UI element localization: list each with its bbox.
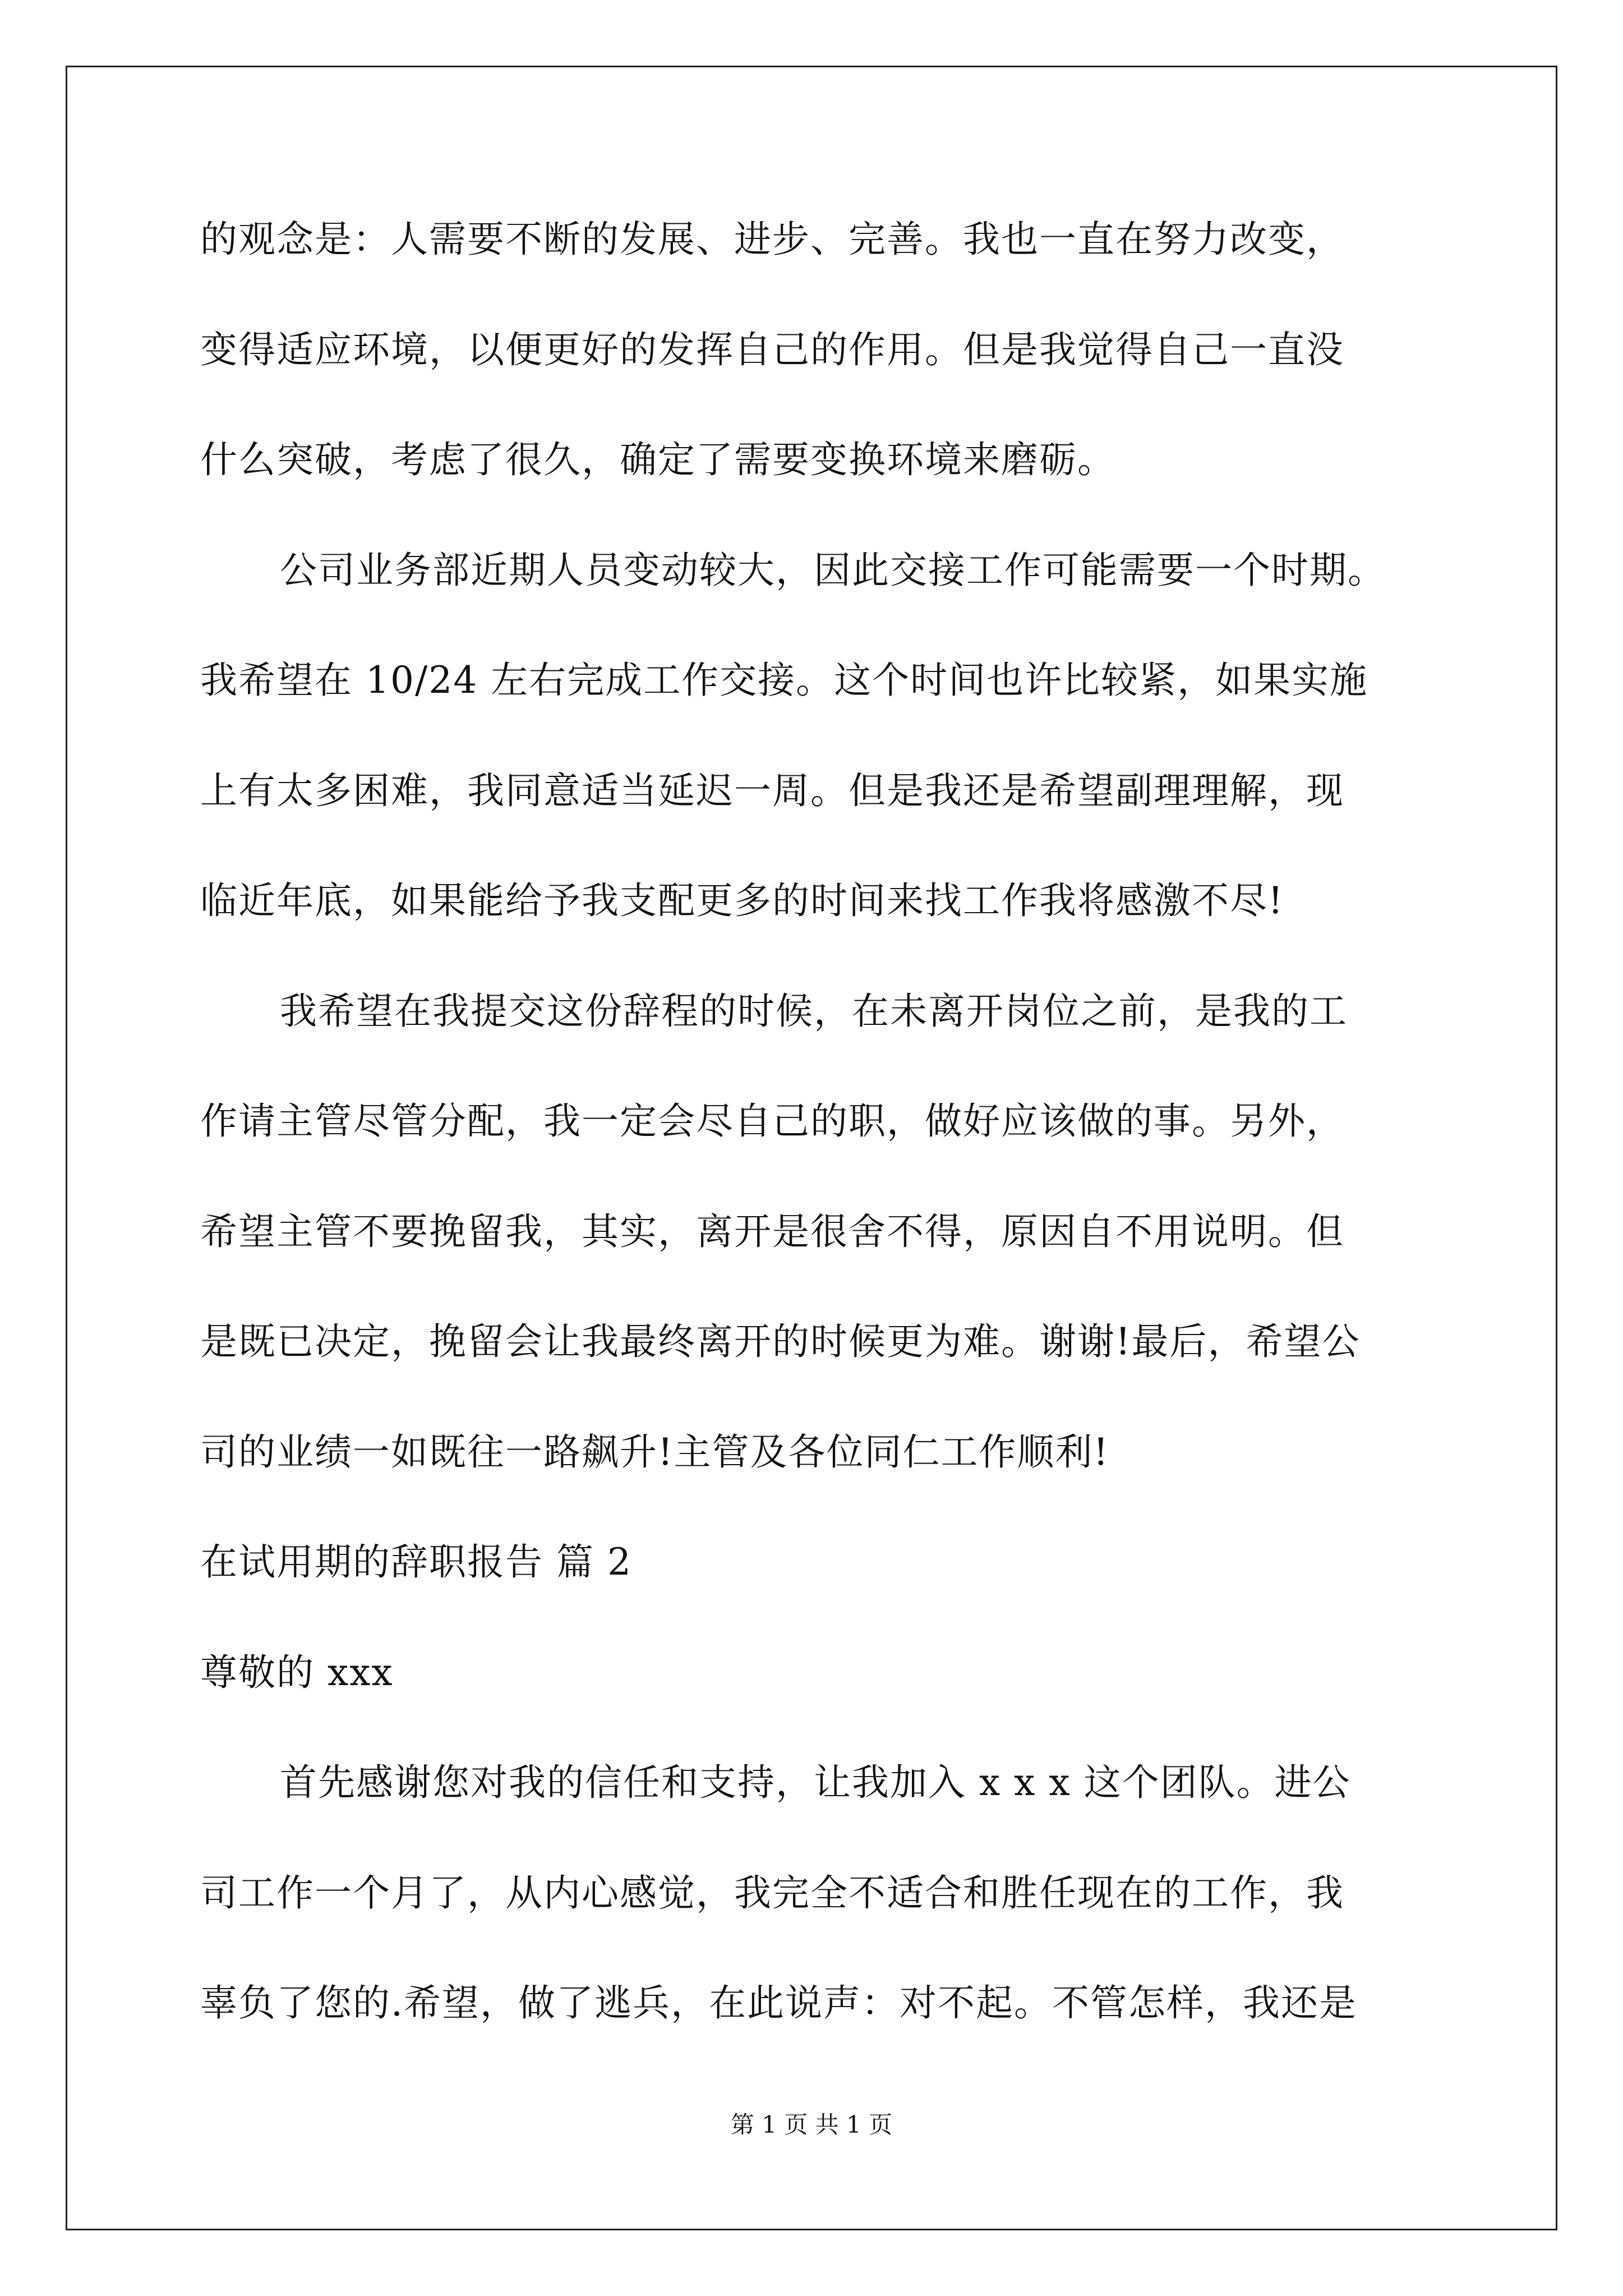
paragraph-line: 辜负了您的.希望，做了逃兵，在此说声：对不起。不管怎样，我还是 xyxy=(200,1981,1357,2024)
paragraph-line: 的观念是：人需要不断的发展、进步、完善。我也一直在努力改变， xyxy=(200,218,1344,261)
paragraph-line: 上有太多困难，我同意适当延迟一周。但是我还是希望副理理解，现 xyxy=(200,769,1344,812)
paragraph-line: 我希望在 10/24 左右完成工作交接。这个时间也许比较紧，如果实施 xyxy=(200,659,1368,702)
paragraph-line: 希望主管不要挽留我，其实，离开是很舍不得，原因自不用说明。但 xyxy=(200,1210,1344,1253)
paragraph-line: 是既已决定，挽留会让我最终离开的时候更为难。谢谢!最后，希望公 xyxy=(200,1320,1361,1363)
paragraph-line: 司的业绩一如既往一路飙升!主管及各位同仁工作顺利! xyxy=(200,1430,1110,1474)
paragraph-line: 公司业务部近期人员变动较大，因此交接工作可能需要一个时期。 xyxy=(280,549,1386,592)
salutation: 尊敬的 xxx xyxy=(200,1651,394,1694)
paragraph-line: 作请主管尽管分配，我一定会尽自己的职，做好应该做的事。另外， xyxy=(200,1099,1344,1143)
paragraph-line: 司工作一个月了，从内心感觉，我完全不适合和胜任现在的工作，我 xyxy=(200,1871,1344,1915)
paragraph-line: 变得适应环境，以便更好的发挥自己的作用。但是我觉得自己一直没 xyxy=(200,328,1344,371)
paragraph-line: 临近年底，如果能给予我支配更多的时间来找工作我将感激不尽! xyxy=(200,879,1284,922)
paragraph-line: 什么突破，考虑了很久，确定了需要变换环境来磨砺。 xyxy=(200,438,1115,481)
page-number-footer: 第 1 页 共 1 页 xyxy=(730,2111,893,2138)
paragraph-line: 首先感谢您对我的信任和支持，让我加入 x x x 这个团队。进公 xyxy=(280,1761,1351,1804)
section-heading: 在试用期的辞职报告 篇 2 xyxy=(200,1540,632,1584)
paragraph-line: 我希望在我提交这份辞程的时候，在未离开岗位之前，是我的工 xyxy=(280,990,1348,1033)
